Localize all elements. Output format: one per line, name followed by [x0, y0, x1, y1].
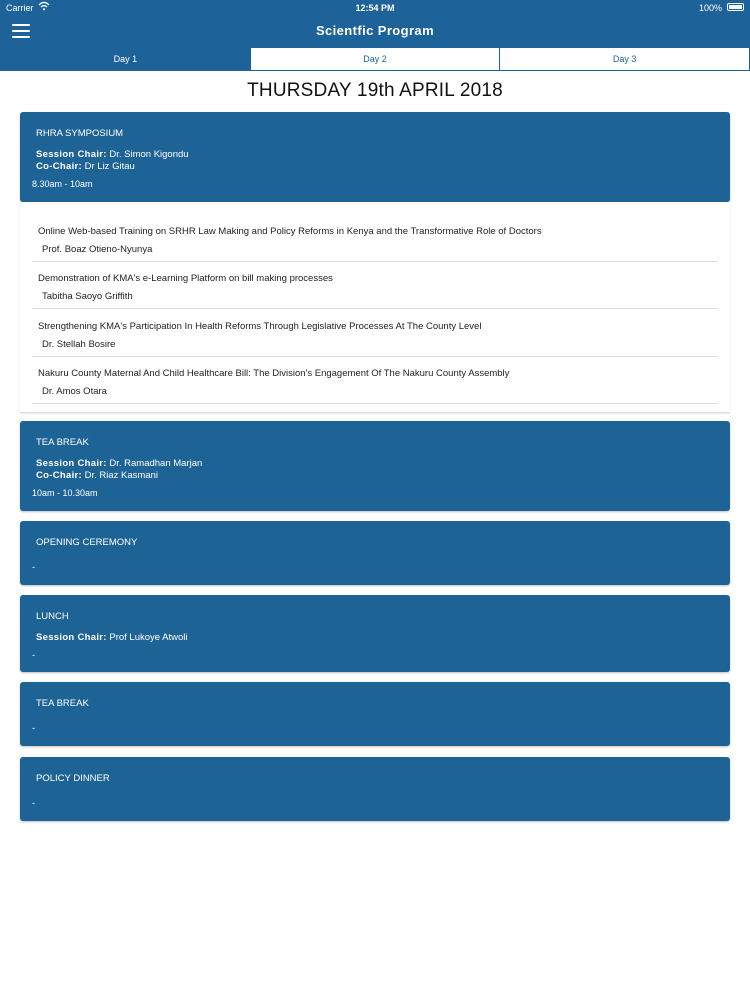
page-title: Scientfic Program — [315, 23, 435, 38]
session-name: TEA BREAK — [36, 698, 89, 709]
session-chair: Session Chair: Prof Lukoye Atwoli — [36, 632, 188, 643]
session-time: - — [32, 650, 35, 660]
session-card-lunch[interactable] — [20, 595, 730, 672]
talk-title: Online Web-based Training on SRHR Law Making and Policy Reforms in Kenya and the Transformative Role of Doctors — [38, 226, 542, 237]
session-card-opening-ceremony[interactable] — [20, 521, 730, 585]
session-card-policy-dinner[interactable] — [20, 757, 730, 821]
session-card-tea-break[interactable] — [20, 421, 730, 511]
session-time: - — [32, 562, 35, 572]
status-bar — [0, 0, 750, 16]
talk-speaker: Dr. Stellah Bosire — [42, 339, 116, 350]
tab-day-2[interactable]: Day 2 — [250, 48, 500, 70]
talk-title: Demonstration of KMA's e-Learning Platform on bill making processes — [38, 273, 333, 284]
session-time: 10am - 10.30am — [32, 488, 98, 498]
tab-day-3[interactable]: Day 3 — [499, 48, 749, 70]
talk-title: Strengthening KMA's Participation In Health Reforms Through Legislative Processes At The County Level — [38, 321, 482, 332]
battery-icon — [727, 3, 744, 11]
session-talks-list — [20, 202, 730, 413]
battery-percent: 100% — [698, 3, 722, 13]
session-time: - — [32, 723, 35, 733]
session-card-tea-break-2[interactable] — [20, 682, 730, 746]
talk-speaker: Tabitha Saoyo Griffith — [42, 291, 133, 302]
talk-item[interactable] — [32, 261, 718, 309]
session-name: OPENING CEREMONY — [36, 537, 138, 548]
talk-item[interactable] — [32, 214, 718, 262]
session-time: - — [32, 798, 35, 808]
talk-item[interactable] — [32, 309, 718, 357]
clock: 12:54 PM — [355, 3, 395, 13]
app-header — [0, 0, 750, 48]
talk-item[interactable] — [32, 356, 718, 404]
session-name: TEA BREAK — [36, 437, 89, 448]
talk-speaker: Dr. Amos Otara — [42, 386, 107, 397]
talk-speaker: Prof. Boaz Otieno-Nyunya — [42, 244, 153, 255]
session-name: LUNCH — [36, 611, 69, 622]
carrier-label: Carrier — [6, 3, 34, 13]
tab-day-1[interactable]: Day 1 — [1, 48, 250, 70]
session-name: POLICY DINNER — [36, 773, 110, 784]
session-cochair: Co-Chair: Dr. Riaz Kasmani — [36, 470, 159, 481]
talk-title: Nakuru County Maternal And Child Healthcare Bill: The Division's Engagement Of The Nakuru County Assembly — [38, 368, 510, 379]
day-tabs — [0, 47, 750, 71]
session-time: 8.30am - 10am — [32, 179, 93, 189]
session-cochair: Co-Chair: Dr Liz Gitau — [36, 161, 135, 172]
session-card-rhra-symposium[interactable] — [20, 112, 730, 202]
session-name: RHRA SYMPOSIUM — [36, 128, 124, 139]
session-chair: Session Chair: Dr. Simon Kigondu — [36, 149, 189, 160]
program-date: THURSDAY 19th APRIL 2018 — [247, 80, 503, 101]
session-chair: Session Chair: Dr. Ramadhan Marjan — [36, 458, 203, 469]
